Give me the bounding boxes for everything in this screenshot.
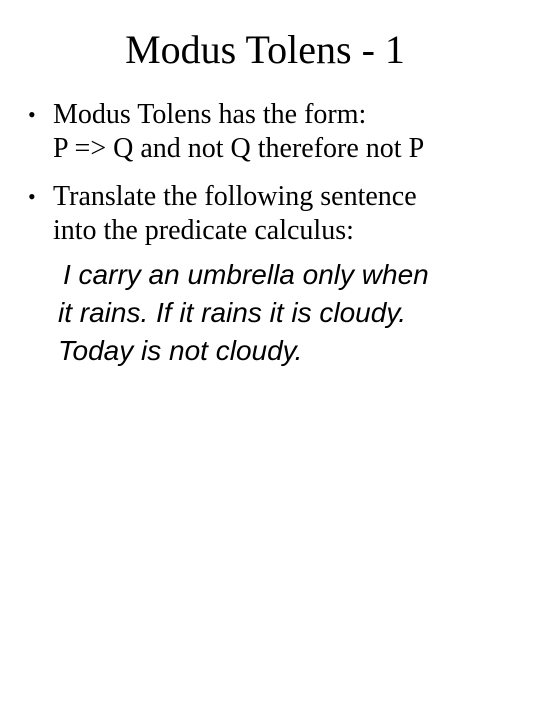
bullet-text-line: into the predicate calculus: <box>53 215 354 246</box>
example-sentence <box>58 256 528 370</box>
bullet-text-line: Translate the following sentence <box>53 181 417 212</box>
bullet-icon: • <box>28 184 36 209</box>
bullet-item-translate-instruction <box>28 180 528 248</box>
slide-title: Modus Tolens - 1 <box>125 27 405 72</box>
example-text-line: it rains. If it rains it is cloudy. <box>58 297 407 328</box>
bullet-text-line: Modus Tolens has the form: <box>53 99 367 130</box>
example-text-line: I carry an umbrella only when <box>63 259 429 290</box>
bullet-item-modus-tolens-form <box>28 98 528 166</box>
bullet-text-line: P => Q and not Q therefore not P <box>53 133 425 164</box>
bullet-list <box>28 98 528 248</box>
bullet-icon: • <box>28 102 36 127</box>
example-text-line: Today is not cloudy. <box>58 335 303 366</box>
